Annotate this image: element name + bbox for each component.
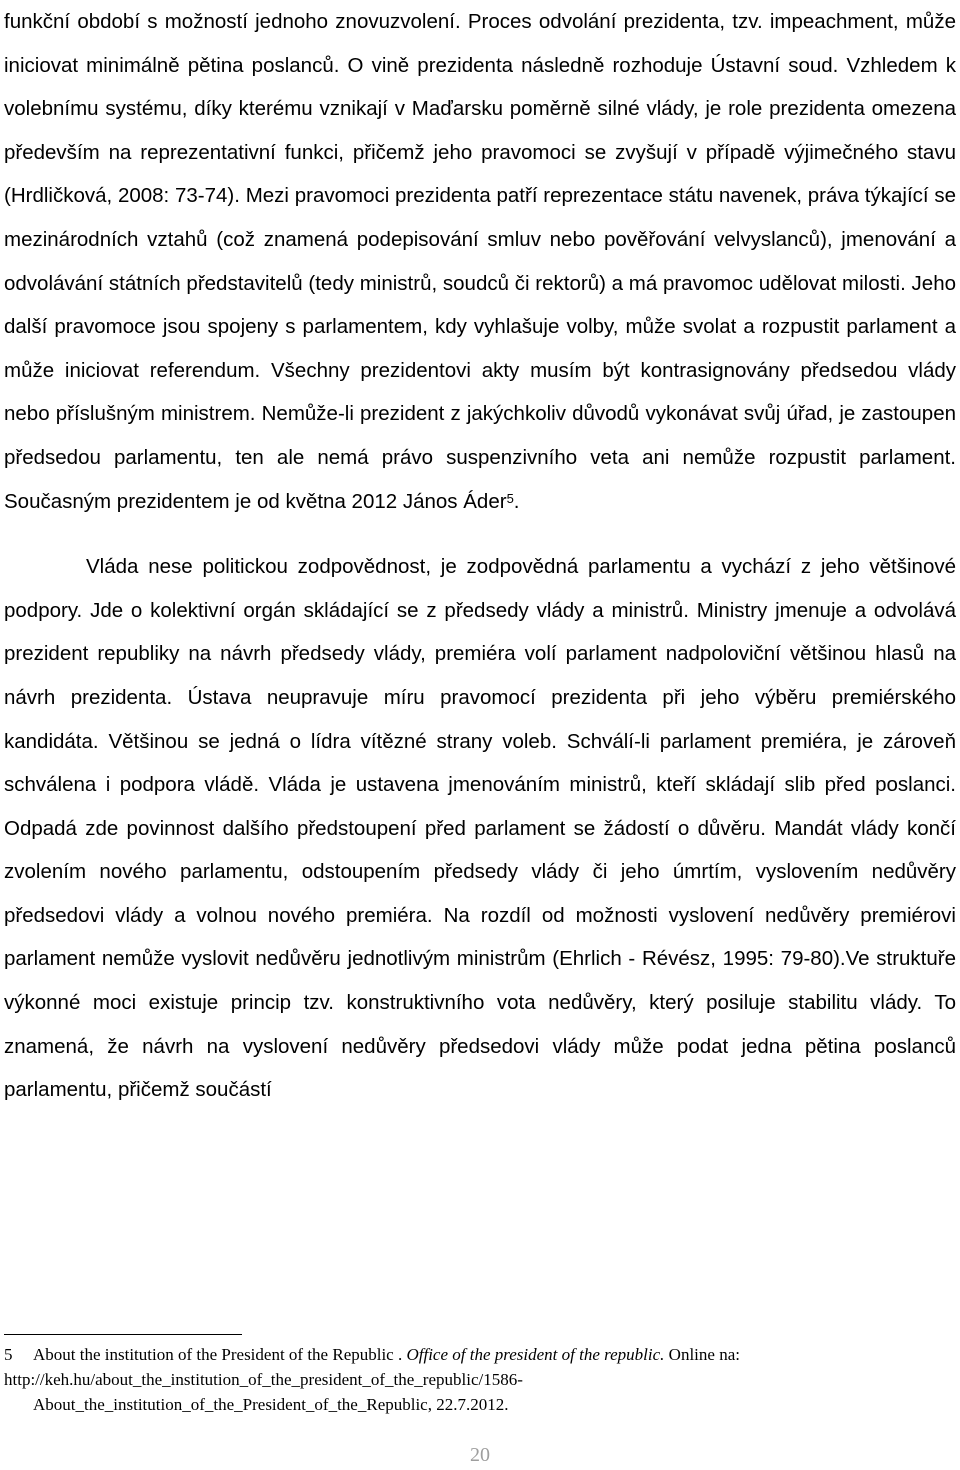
page-number: 20: [470, 1444, 490, 1466]
footnote-url-link[interactable]: http://keh.hu/about_the_institution_of_the_president_of_the_republic/1586-: [4, 1370, 523, 1389]
paragraph-president: [4, 0, 956, 523]
paragraph-president-end: .: [513, 489, 520, 513]
footnote-body: [4, 1342, 944, 1417]
footnote-online: Online na:: [664, 1345, 740, 1364]
footnote-text: About the institution of the President of the Republic .: [33, 1345, 407, 1364]
paragraph-president-text: funkční období s možností jednoho znovuzvolení. Proces odvolání prezidenta, tzv. impeachment, může iniciovat minimálně pětina poslanců. O vině prezidenta následně rozhoduje Ústavní soud. Vzhledem k volebnímu systému, díky kterému vznikají v Maďarsku poměrně silné vlády, je role prezidenta omezena především na reprezentativní funkci, přičemž jeho pravomoci se zvyšují v případě výjimečného stavu (Hrdličková, 2008: 73-74). Mezi pravomoci prezidenta patří reprezentace státu navenek, práva týkající se mezinárodních vztahů (což znamená podepisování smluv nebo pověřování velvyslanců), jmenování a odvolávání státních představitelů (tedy ministrů, soudců či rektorů) a má pravomoc udělovat milosti. Jeho další pravomoce jsou spojeny s parlamentem, kdy vyhlašuje volby, může svolat a rozpustit parlament a může iniciovat referendum. Všechny prezidentovi akty musím být kontrasignovány předsedou vlády nebo příslušným ministrem. Nemůže-li prezident z jakýchkoliv důvodů vykonávat svůj úřad, je zastoupen předsedou parlamentu, ten ale nemá právo suspenzivního veta ani nemůže rozpustit parlament. Současným prezidentem je od května 2012 János Áder: [4, 10, 956, 513]
paragraph-government: Vláda nese politickou zodpovědnost, je zodpovědná parlamentu a vychází z jeho většinové podpory. Jde o kolektivní orgán skládající se z předsedy vlády a ministrů. Ministry jmenuje a odvolává prezident republiky na návrh předsedy vlády, premiéra volí parlament nadpoloviční většinou hlasů na návrh prezidenta. Ústava neupravuje míru pravomocí prezidenta při jeho výběru premiérského kandidáta. Většinou se jedná o lídra vítězné strany voleb. Schválí-li parlament premiéra, je zároveň schválena i podpora vládě. Vláda je ustavena jmenováním ministrů, kteří skládají slib před poslanci. Odpadá zde povinnost dalšího předstoupení před parlament se žádostí o důvěru. Mandát vlády končí zvolením nového parlamentu, odstoupením předsedy vlády či jeho úmrtím, vyslovením nedůvěry předsedovi vlády a volnou nového premiéra. Na rozdíl od možnosti vyslovení nedůvěry premiérovi parlament nemůže vyslovit nedůvěru jednotlivým ministrům (Ehrlich - Révész, 1995: 79-80).Ve struktuře výkonné moci existuje princip tzv. konstruktivního vota nedůvěry, který posiluje stabilitu vlády. To znamená, že návrh na vyslovení nedůvěry předsedovi vlády může podat jedna pětina poslanců parlamentu, přičemž součástí: [4, 555, 956, 1102]
footnote-number: 5: [4, 1345, 13, 1364]
footnote: [4, 1342, 944, 1417]
footnote-separator: [4, 1334, 242, 1335]
footnote-url-tail: About_the_institution_of_the_President_of_the_Republic, 22.7.2012.: [33, 1395, 509, 1414]
body-text: [4, 0, 956, 1112]
footnote-reference[interactable]: 5: [506, 490, 514, 506]
footnote-italic-title: Office of the president of the republic.: [406, 1345, 665, 1364]
